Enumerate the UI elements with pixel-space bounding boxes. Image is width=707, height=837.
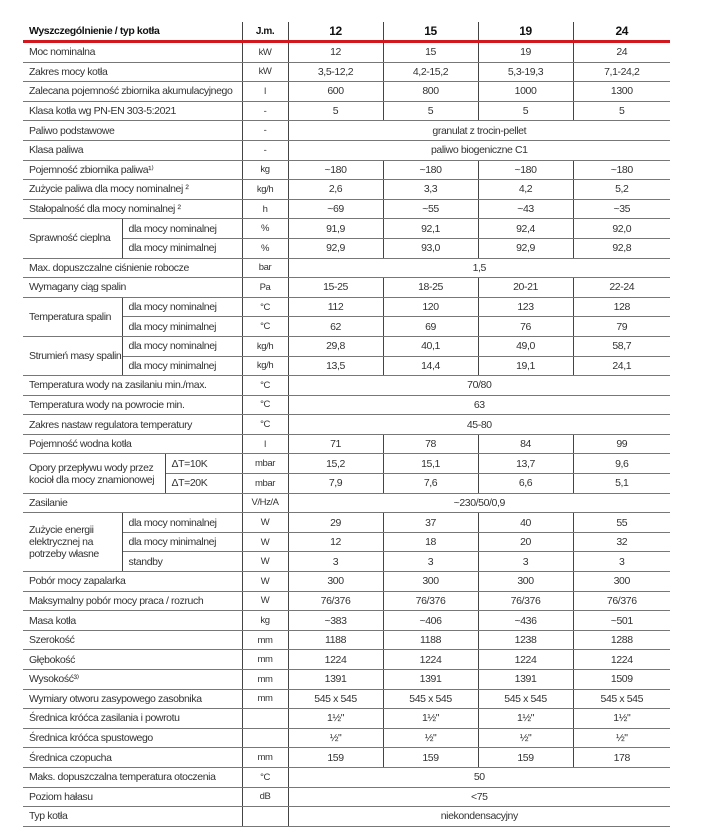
value-cell: 1224 (288, 650, 383, 670)
unit-cell: bar (242, 258, 288, 278)
value-cell: 92,1 (383, 219, 478, 239)
value-cell: 91,9 (288, 219, 383, 239)
value-cell: 3,5-12,2 (288, 62, 383, 82)
value-cell: ~180 (573, 160, 670, 180)
span-value: <75 (288, 787, 670, 807)
value-cell: 40 (478, 513, 573, 533)
value-cell: 99 (573, 434, 670, 454)
table-row (23, 807, 670, 827)
unit-cell: - (242, 101, 288, 121)
unit-cell: W (242, 572, 288, 592)
value-cell: 2,6 (288, 180, 383, 200)
row-label: Typ kotła (23, 807, 242, 827)
value-cell: 92,8 (573, 238, 670, 258)
value-cell: 92,9 (478, 238, 573, 258)
table-row (23, 62, 670, 82)
span-value: 50 (288, 767, 670, 787)
unit-cell: h (242, 199, 288, 219)
value-cell: 15-25 (288, 278, 383, 298)
group-label: Opory przepływu wody przez kocioł dla mocy znamionowej (23, 454, 165, 493)
table-row (23, 572, 670, 592)
unit-cell: mm (242, 689, 288, 709)
unit-cell: W (242, 513, 288, 533)
header-label: Wyszczególnienie / typ kotła (23, 22, 242, 42)
row-label: Zasilanie (23, 493, 242, 513)
span-value: paliwo biogeniczne C1 (288, 140, 670, 160)
value-cell: 14,4 (383, 356, 478, 376)
value-cell: 1238 (478, 630, 573, 650)
value-cell: 545 x 545 (478, 689, 573, 709)
row-label: Poziom hałasu (23, 787, 242, 807)
span-value: granulat z trocin-pellet (288, 121, 670, 141)
row-label: Maksymalny pobór mocy praca / rozruch (23, 591, 242, 611)
unit-cell: °C (242, 297, 288, 317)
span-value: ~230/50/0,9 (288, 493, 670, 513)
row-label: Głębokość (23, 650, 242, 670)
span-value: 1,5 (288, 258, 670, 278)
header-model: 24 (573, 22, 670, 42)
sub-label: dla mocy nominalnej (122, 219, 242, 239)
table-row (23, 454, 670, 474)
unit-cell: l (242, 434, 288, 454)
value-cell: ~180 (288, 160, 383, 180)
value-cell: ~69 (288, 199, 383, 219)
value-cell: ~180 (383, 160, 478, 180)
value-cell: ½" (478, 728, 573, 748)
sub-label: ΔT=10K (165, 454, 242, 474)
value-cell: 1½" (383, 709, 478, 729)
table-row (23, 415, 670, 435)
header-model: 19 (478, 22, 573, 42)
value-cell: 300 (573, 572, 670, 592)
value-cell: 545 x 545 (573, 689, 670, 709)
value-cell: 4,2-15,2 (383, 62, 478, 82)
value-cell: 24,1 (573, 356, 670, 376)
value-cell: 1509 (573, 670, 670, 690)
value-cell: 84 (478, 434, 573, 454)
value-cell: 76/376 (478, 591, 573, 611)
row-label: Pojemność wodna kotła (23, 434, 242, 454)
table-row (23, 650, 670, 670)
unit-cell (242, 807, 288, 827)
table-row (23, 199, 670, 219)
value-cell: 12 (288, 42, 383, 63)
group-label: Temperatura spalin (23, 297, 122, 336)
value-cell: 58,7 (573, 336, 670, 356)
value-cell: ~55 (383, 199, 478, 219)
value-cell: 112 (288, 297, 383, 317)
value-cell: 120 (383, 297, 478, 317)
header-row (23, 22, 670, 42)
table-row (23, 513, 670, 533)
sub-label: dla mocy nominalnej (122, 513, 242, 533)
sub-label: standby (122, 552, 242, 572)
unit-cell: mbar (242, 454, 288, 474)
value-cell: 6,6 (478, 474, 573, 494)
table-row (23, 258, 670, 278)
row-label: Maks. dopuszczalna temperatura otoczenia (23, 767, 242, 787)
sub-label: dla mocy minimalnej (122, 532, 242, 552)
value-cell: 5,2 (573, 180, 670, 200)
sub-label: dla mocy nominalnej (122, 297, 242, 317)
row-label: Średnica czopucha (23, 748, 242, 768)
table-row (23, 336, 670, 356)
span-value: 70/80 (288, 376, 670, 396)
table-row (23, 709, 670, 729)
row-label: Zużycie paliwa dla mocy nominalnej ² (23, 180, 242, 200)
value-cell: ½" (573, 728, 670, 748)
row-label: Wymiary otworu zasypowego zasobnika (23, 689, 242, 709)
value-cell: 40,1 (383, 336, 478, 356)
value-cell: 1½" (478, 709, 573, 729)
table-row (23, 630, 670, 650)
value-cell: 29,8 (288, 336, 383, 356)
row-label: Klasa paliwa (23, 140, 242, 160)
unit-cell: W (242, 591, 288, 611)
value-cell: 49,0 (478, 336, 573, 356)
unit-cell: mbar (242, 474, 288, 494)
row-label: Zakres mocy kotła (23, 62, 242, 82)
table-row (23, 670, 670, 690)
value-cell: 123 (478, 297, 573, 317)
unit-cell: mm (242, 650, 288, 670)
value-cell: 5 (383, 101, 478, 121)
row-label: Średnica króćca zasilania i powrotu (23, 709, 242, 729)
value-cell: 1188 (383, 630, 478, 650)
value-cell: 300 (288, 572, 383, 592)
unit-cell: °C (242, 767, 288, 787)
value-cell: ½" (288, 728, 383, 748)
sub-label: dla mocy minimalnej (122, 238, 242, 258)
value-cell: 76/376 (288, 591, 383, 611)
row-label: Klasa kotła wg PN-EN 303-5:2021 (23, 101, 242, 121)
row-label: Średnica króćca spustowego (23, 728, 242, 748)
unit-cell: °C (242, 395, 288, 415)
table-row (23, 82, 670, 102)
unit-cell: kg (242, 160, 288, 180)
row-label: Paliwo podstawowe (23, 121, 242, 141)
value-cell: 78 (383, 434, 478, 454)
value-cell: 7,6 (383, 474, 478, 494)
table-row (23, 140, 670, 160)
table-row (23, 748, 670, 768)
value-cell: ~406 (383, 611, 478, 631)
value-cell: ~501 (573, 611, 670, 631)
header-model: 15 (383, 22, 478, 42)
unit-cell (242, 728, 288, 748)
value-cell: 1224 (573, 650, 670, 670)
value-cell: 32 (573, 532, 670, 552)
unit-cell: mm (242, 630, 288, 650)
table-row (23, 493, 670, 513)
value-cell: 93,0 (383, 238, 478, 258)
unit-cell: V/Hz/A (242, 493, 288, 513)
row-label: Stałopalność dla mocy nominalnej ² (23, 199, 242, 219)
value-cell: 545 x 545 (288, 689, 383, 709)
value-cell: 19,1 (478, 356, 573, 376)
table-row (23, 42, 670, 63)
value-cell: 3 (573, 552, 670, 572)
table-row (23, 728, 670, 748)
unit-cell: kW (242, 42, 288, 63)
table-row (23, 278, 670, 298)
value-cell: 1391 (383, 670, 478, 690)
table-row (23, 689, 670, 709)
unit-cell: Pa (242, 278, 288, 298)
specification-table (23, 22, 670, 827)
table-row (23, 297, 670, 317)
unit-cell: - (242, 140, 288, 160)
row-label: Szerokość (23, 630, 242, 650)
header-unit: J.m. (242, 22, 288, 42)
unit-cell: kg/h (242, 180, 288, 200)
value-cell: ~43 (478, 199, 573, 219)
unit-cell: °C (242, 376, 288, 396)
value-cell: 76/376 (383, 591, 478, 611)
value-cell: 92,0 (573, 219, 670, 239)
value-cell: 13,5 (288, 356, 383, 376)
value-cell: 3,3 (383, 180, 478, 200)
row-label: Zalecana pojemność zbiornika akumulacyjnego (23, 82, 242, 102)
value-cell: 18-25 (383, 278, 478, 298)
span-value: 63 (288, 395, 670, 415)
value-cell: 19 (478, 42, 573, 63)
value-cell: 12 (288, 532, 383, 552)
value-cell: 128 (573, 297, 670, 317)
row-label: Wymagany ciąg spalin (23, 278, 242, 298)
row-label: Moc nominalna (23, 42, 242, 63)
value-cell: 1288 (573, 630, 670, 650)
value-cell: 1224 (383, 650, 478, 670)
unit-cell: % (242, 238, 288, 258)
row-label: Temperatura wody na powrocie min. (23, 395, 242, 415)
group-label: Strumień masy spalin (23, 336, 122, 375)
value-cell: ½" (383, 728, 478, 748)
value-cell: 300 (383, 572, 478, 592)
value-cell: 5 (288, 101, 383, 121)
value-cell: 37 (383, 513, 478, 533)
value-cell: 76/376 (573, 591, 670, 611)
table-row (23, 434, 670, 454)
unit-cell: % (242, 219, 288, 239)
value-cell: 159 (288, 748, 383, 768)
value-cell: 29 (288, 513, 383, 533)
value-cell: ~383 (288, 611, 383, 631)
value-cell: 92,9 (288, 238, 383, 258)
value-cell: 159 (383, 748, 478, 768)
span-value: 45-80 (288, 415, 670, 435)
value-cell: 1391 (288, 670, 383, 690)
unit-cell: mm (242, 670, 288, 690)
header-model: 12 (288, 22, 383, 42)
value-cell: 4,2 (478, 180, 573, 200)
unit-cell: - (242, 121, 288, 141)
value-cell: 15,1 (383, 454, 478, 474)
value-cell: 159 (478, 748, 573, 768)
value-cell: 178 (573, 748, 670, 768)
value-cell: 1300 (573, 82, 670, 102)
value-cell: 24 (573, 42, 670, 63)
table-row (23, 101, 670, 121)
value-cell: ~35 (573, 199, 670, 219)
value-cell: 76 (478, 317, 573, 337)
row-label: Pojemność zbiornika paliwa¹⁾ (23, 160, 242, 180)
value-cell: 9,6 (573, 454, 670, 474)
group-label: Zużycie energii elektrycznej na potrzeby własne (23, 513, 122, 572)
value-cell: 13,7 (478, 454, 573, 474)
value-cell: ~180 (478, 160, 573, 180)
unit-cell: W (242, 552, 288, 572)
row-label: Temperatura wody na zasilaniu min./max. (23, 376, 242, 396)
unit-cell: kg/h (242, 336, 288, 356)
sub-label: ΔT=20K (165, 474, 242, 494)
value-cell: 1000 (478, 82, 573, 102)
row-label: Max. dopuszczalne ciśnienie robocze (23, 258, 242, 278)
value-cell: 600 (288, 82, 383, 102)
value-cell: 15 (383, 42, 478, 63)
unit-cell: W (242, 532, 288, 552)
sub-label: dla mocy nominalnej (122, 336, 242, 356)
unit-cell: °C (242, 415, 288, 435)
table-row (23, 787, 670, 807)
table-row (23, 121, 670, 141)
value-cell: 3 (478, 552, 573, 572)
value-cell: 1½" (573, 709, 670, 729)
value-cell: 3 (288, 552, 383, 572)
table-row (23, 376, 670, 396)
value-cell: 1224 (478, 650, 573, 670)
value-cell: 545 x 545 (383, 689, 478, 709)
value-cell: 5 (478, 101, 573, 121)
value-cell: 1½" (288, 709, 383, 729)
value-cell: ~436 (478, 611, 573, 631)
value-cell: 1391 (478, 670, 573, 690)
sub-label: dla mocy minimalnej (122, 317, 242, 337)
unit-cell: kg (242, 611, 288, 631)
unit-cell: kg/h (242, 356, 288, 376)
table-row (23, 395, 670, 415)
value-cell: 7,9 (288, 474, 383, 494)
value-cell: 7,1-24,2 (573, 62, 670, 82)
value-cell: 5,1 (573, 474, 670, 494)
value-cell: 22-24 (573, 278, 670, 298)
table-row (23, 767, 670, 787)
value-cell: 15,2 (288, 454, 383, 474)
value-cell: 79 (573, 317, 670, 337)
unit-cell: kW (242, 62, 288, 82)
table-row (23, 180, 670, 200)
value-cell: 71 (288, 434, 383, 454)
table-row (23, 160, 670, 180)
value-cell: 92,4 (478, 219, 573, 239)
unit-cell: l (242, 82, 288, 102)
row-label: Wysokość³⁾ (23, 670, 242, 690)
value-cell: 20 (478, 532, 573, 552)
row-label: Masa kotła (23, 611, 242, 631)
table-body (23, 42, 670, 827)
unit-cell: dB (242, 787, 288, 807)
unit-cell: mm (242, 748, 288, 768)
value-cell: 1188 (288, 630, 383, 650)
value-cell: 62 (288, 317, 383, 337)
value-cell: 3 (383, 552, 478, 572)
value-cell: 20-21 (478, 278, 573, 298)
table-row (23, 591, 670, 611)
group-label: Sprawność cieplna (23, 219, 122, 258)
value-cell: 5,3-19,3 (478, 62, 573, 82)
value-cell: 55 (573, 513, 670, 533)
value-cell: 69 (383, 317, 478, 337)
value-cell: 300 (478, 572, 573, 592)
value-cell: 18 (383, 532, 478, 552)
table-row (23, 611, 670, 631)
value-cell: 800 (383, 82, 478, 102)
sub-label: dla mocy minimalnej (122, 356, 242, 376)
unit-cell: °C (242, 317, 288, 337)
row-label: Zakres nastaw regulatora temperatury (23, 415, 242, 435)
span-value: niekondensacyjny (288, 807, 670, 827)
row-label: Pobór mocy zapalarka (23, 572, 242, 592)
table-row (23, 219, 670, 239)
value-cell: 5 (573, 101, 670, 121)
unit-cell (242, 709, 288, 729)
